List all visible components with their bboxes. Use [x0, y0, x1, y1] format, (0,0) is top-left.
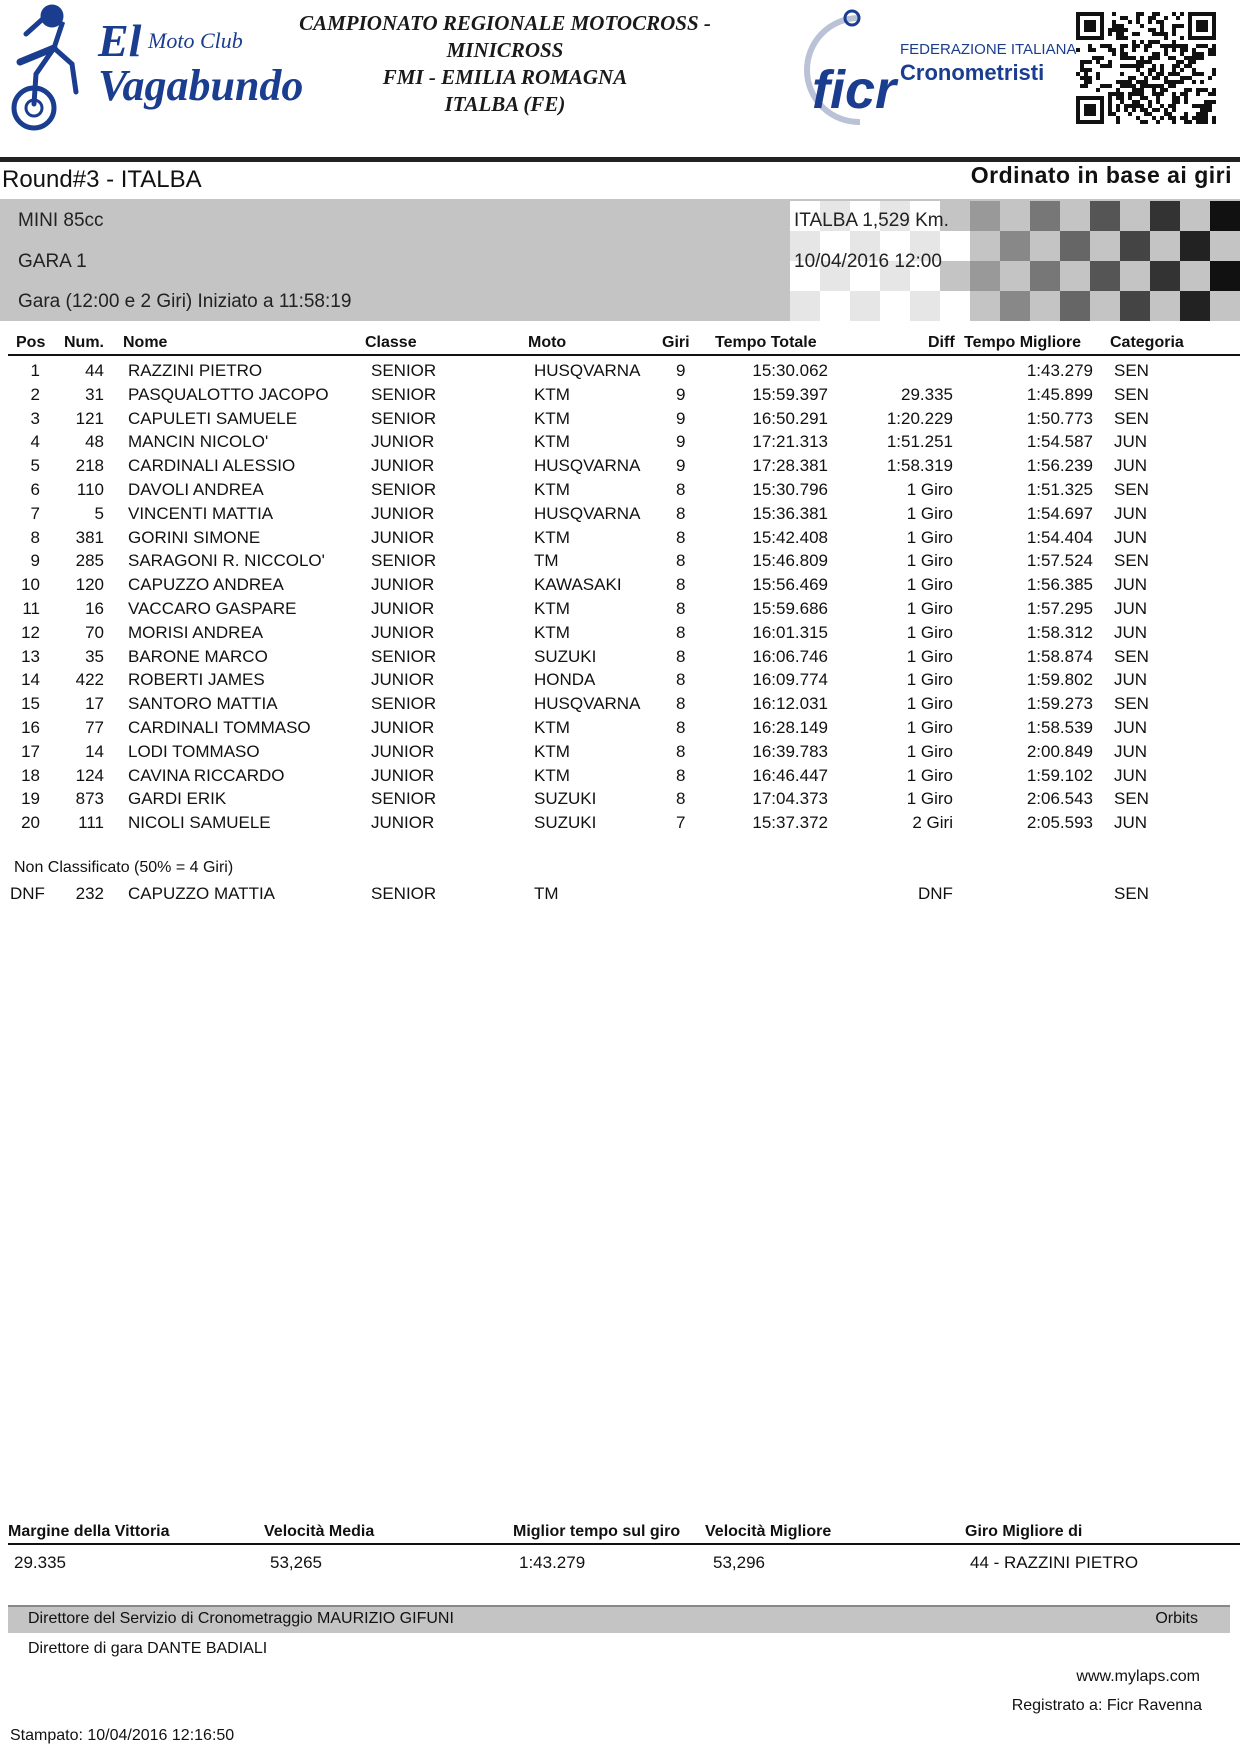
cell-laps: 9 [676, 408, 686, 428]
cell-diff: 1:20.229 [886, 408, 953, 428]
cell-total: 17:21.313 [752, 432, 828, 452]
cell-laps: 8 [676, 598, 686, 618]
cell-total: 15:59.686 [752, 598, 828, 618]
cell-best: 1:45.899 [1026, 384, 1093, 404]
cell-name: CARDINALI ALESSIO [128, 456, 296, 476]
cell-category: SEN [1114, 789, 1149, 809]
summary-header-best-speed: Velocità Migliore [705, 1523, 832, 1540]
cell-laps: 9 [676, 361, 686, 380]
cell-name: VINCENTI MATTIA [128, 503, 274, 523]
cell-best: 1:54.697 [1026, 503, 1093, 523]
cell-best: 1:57.295 [1026, 598, 1093, 618]
cell-laps: 9 [676, 432, 686, 452]
cell-pos: 12 [21, 622, 40, 642]
cell-class: SENIOR [371, 646, 437, 666]
table-row [0, 359, 1240, 383]
cell-pos: 14 [21, 670, 40, 690]
cell-laps: 8 [676, 622, 686, 642]
cell-category: SEN [1114, 694, 1149, 714]
cell-moto: KAWASAKI [534, 575, 622, 595]
cell-moto: HUSQVARNA [534, 361, 641, 380]
cell-category: JUN [1114, 813, 1148, 833]
cell-class: JUNIOR [371, 765, 435, 785]
club-logo-small: Moto Club [148, 28, 243, 53]
table-row [0, 407, 1240, 431]
cell-category: JUN [1114, 575, 1148, 595]
timing-director: Direttore del Servizio di Cronometraggio MAURIZIO GIFUNI [28, 1610, 454, 1627]
cell-best: 1:58.312 [1026, 622, 1093, 642]
table-row [0, 740, 1240, 764]
cell-name: CAPUZZO ANDREA [128, 575, 284, 595]
cell-num: 70 [85, 622, 104, 642]
printed-timestamp: Stampato: 10/04/2016 12:16:50 [10, 1727, 235, 1744]
cell-laps: 8 [676, 575, 686, 595]
table-row [0, 502, 1240, 526]
cell-diff: 1 Giro [906, 622, 953, 642]
cell-best: 1:59.273 [1026, 694, 1093, 714]
cell-laps: 8 [676, 479, 686, 499]
not-classified-label: Non Classificato (50% = 4 Giri) [14, 859, 234, 876]
table-row [0, 764, 1240, 788]
cell-pos: 8 [30, 527, 40, 547]
cell-num: 16 [85, 598, 104, 618]
cell-num: 218 [75, 456, 104, 476]
cell-num: 35 [85, 646, 104, 666]
championship-line: FMI - EMILIA ROMAGNA [382, 65, 628, 89]
cell-diff: 1 Giro [906, 575, 953, 595]
cell-laps: 8 [676, 503, 686, 523]
cell-name: PASQUALOTTO JACOPO [128, 384, 329, 404]
col-header-best: Tempo Migliore [964, 334, 1082, 351]
cell-class: SENIOR [371, 361, 437, 380]
cell-pos: 20 [21, 813, 40, 833]
cell-class: SENIOR [371, 479, 437, 499]
cell-best: 2:05.593 [1026, 813, 1093, 833]
cell-num: 285 [75, 551, 104, 571]
cell-num: 44 [85, 361, 104, 380]
cell-laps: 8 [676, 717, 686, 737]
summary-best-speed: 53,296 [713, 1553, 765, 1572]
cell-best: 1:54.587 [1026, 432, 1093, 452]
cell-diff: 1:51.251 [886, 432, 953, 452]
cell-num: 121 [75, 408, 104, 428]
website: www.mylaps.com [1076, 1668, 1200, 1685]
championship-line: CAMPIONATO REGIONALE MOTOCROSS - [299, 11, 711, 35]
cell-total: 17:28.381 [752, 456, 828, 476]
cell-class: JUNIOR [371, 456, 435, 476]
cell-moto: KTM [534, 479, 570, 499]
cell-num: 232 [75, 884, 104, 903]
cell-name: VACCARO GASPARE [128, 598, 297, 618]
col-header-num: Num. [64, 334, 104, 351]
cell-num: 422 [75, 670, 104, 690]
cell-moto: SUZUKI [534, 789, 597, 809]
results-table [0, 359, 1240, 835]
cell-diff: 1 Giro [906, 503, 953, 523]
cell-pos: 19 [21, 789, 40, 809]
summary-header-avg-speed: Velocità Media [264, 1523, 375, 1540]
cell-diff: 1 Giro [906, 551, 953, 571]
cell-total: 15:56.469 [752, 575, 828, 595]
cell-class: JUNIOR [371, 670, 435, 690]
cell-total: 16:50.291 [752, 408, 828, 428]
cell-best: 1:50.773 [1026, 408, 1093, 428]
cell-category: SEN [1114, 479, 1149, 499]
cell-name: ROBERTI JAMES [128, 670, 265, 690]
cell-total: 16:09.774 [752, 670, 828, 690]
cell-name: CAVINA RICCARDO [128, 765, 285, 785]
cell-laps: 8 [676, 551, 686, 571]
summary-best-lap: 1:43.279 [519, 1553, 586, 1572]
cell-total: 16:06.746 [752, 646, 828, 666]
cell-best: 1:58.539 [1026, 717, 1093, 737]
col-header-laps: Giri [662, 334, 690, 351]
cell-name: CARDINALI TOMMASO [128, 717, 311, 737]
cell-num: 110 [76, 479, 104, 499]
cell-total: 15:46.809 [752, 551, 828, 571]
race-datetime: 10/04/2016 12:00 [794, 251, 942, 272]
cell-total: 16:01.315 [752, 622, 828, 642]
cell-name: MANCIN NICOLO' [128, 432, 269, 452]
cell-diff: 1 Giro [906, 765, 953, 785]
cell-diff: 1 Giro [906, 646, 953, 666]
cell-category: SEN [1114, 361, 1149, 380]
cell-category: SEN [1114, 551, 1149, 571]
summary-header-best-lap: Miglior tempo sul giro [513, 1523, 681, 1540]
cell-moto: KTM [534, 741, 570, 761]
table-row [0, 787, 1240, 811]
table-row [0, 621, 1240, 645]
cell-num: 111 [78, 813, 104, 833]
col-header-total: Tempo Totale [715, 334, 817, 351]
cell-pos: 10 [21, 575, 40, 595]
qr-code-icon [1076, 12, 1216, 124]
cell-num: 17 [85, 694, 104, 714]
table-row [0, 645, 1240, 669]
race-detail: Gara (12:00 e 2 Giri) Iniziato a 11:58:19 [18, 291, 352, 312]
cell-best: 1:51.325 [1026, 479, 1093, 499]
cell-diff: 1 Giro [906, 670, 953, 690]
cell-name: SARAGONI R. NICCOLO' [128, 551, 325, 571]
cell-laps: 8 [676, 741, 686, 761]
cell-category: JUN [1114, 432, 1148, 452]
cell-best: 1:54.404 [1026, 527, 1093, 547]
cell-total: 15:30.796 [752, 479, 828, 499]
cell-diff: 29.335 [901, 384, 953, 404]
cell-num: 31 [85, 384, 104, 404]
cell-name: SANTORO MATTIA [128, 694, 278, 714]
cell-pos: 1 [30, 361, 40, 380]
cell-category: SEN [1114, 384, 1149, 404]
cell-num: 48 [85, 432, 104, 452]
cell-laps: 8 [676, 646, 686, 666]
cell-best: 1:58.874 [1026, 646, 1093, 666]
cell-category: JUN [1114, 598, 1148, 618]
cell-best: 2:00.849 [1026, 741, 1093, 761]
summary-best-lap-by: 44 - RAZZINI PIETRO [970, 1553, 1139, 1572]
software-name: Orbits [1155, 1610, 1198, 1627]
cell-pos: 4 [30, 432, 40, 452]
cell-moto: KTM [534, 432, 570, 452]
cell-best: 1:57.524 [1026, 551, 1093, 571]
cell-diff: 1:58.319 [886, 456, 953, 476]
cell-moto: HONDA [534, 670, 596, 690]
cell-category: JUN [1114, 527, 1148, 547]
cell-num: 14 [85, 741, 104, 761]
cell-name: GARDI ERIK [128, 789, 227, 809]
cell-class: JUNIOR [371, 717, 435, 737]
cell-num: 77 [85, 717, 104, 737]
cell-moto: SUZUKI [534, 813, 597, 833]
cell-diff: 1 Giro [906, 717, 953, 737]
cell-laps: 8 [676, 765, 686, 785]
cell-laps: 8 [676, 694, 686, 714]
cell-moto: SUZUKI [534, 646, 597, 666]
col-header-moto: Moto [528, 334, 567, 351]
table-row [0, 597, 1240, 621]
cell-best: 1:59.802 [1026, 670, 1093, 690]
cell-laps: 8 [676, 789, 686, 809]
cell-moto: KTM [534, 765, 570, 785]
cell-pos: 2 [30, 384, 40, 404]
table-row-dnf [0, 882, 1240, 906]
cell-pos: 5 [30, 456, 40, 476]
cell-class: SENIOR [371, 789, 437, 809]
race-category: MINI 85cc [18, 210, 104, 231]
cell-best: 1:56.239 [1026, 456, 1093, 476]
cell-category: JUN [1114, 622, 1148, 642]
summary-header-margin: Margine della Vittoria [8, 1523, 170, 1540]
cell-diff: 1 Giro [906, 741, 953, 761]
cell-pos: 17 [21, 741, 40, 761]
cell-best: 2:06.543 [1026, 789, 1093, 809]
cell-total: 16:39.783 [752, 741, 828, 761]
club-logo-el: El [98, 15, 142, 66]
cell-class: SENIOR [371, 384, 437, 404]
motocross-rider-icon [14, 7, 76, 128]
cell-name: CAPULETI SAMUELE [128, 408, 298, 428]
cell-moto: KTM [534, 717, 570, 737]
table-row [0, 549, 1240, 573]
table-row [0, 430, 1240, 454]
cell-moto: HUSQVARNA [534, 503, 641, 523]
cell-class: JUNIOR [371, 527, 435, 547]
cell-best: 1:56.385 [1026, 575, 1093, 595]
cell-laps: 9 [676, 456, 686, 476]
cell-name: DAVOLI ANDREA [128, 479, 264, 499]
cell-diff: 1 Giro [906, 789, 953, 809]
cell-total: 16:28.149 [752, 717, 828, 737]
cell-pos: 6 [30, 479, 40, 499]
cell-total: 15:36.381 [752, 503, 828, 523]
ficr-logo [800, 4, 1077, 136]
cell-category: JUN [1114, 503, 1148, 523]
cell-pos: 16 [21, 717, 40, 737]
cell-moto: KTM [534, 384, 570, 404]
col-header-diff: Diff [928, 334, 955, 351]
cell-moto: KTM [534, 527, 570, 547]
round-title: Round#3 - ITALBA [2, 166, 202, 193]
cell-pos: 13 [21, 646, 40, 666]
cell-total: 15:30.062 [752, 361, 828, 380]
cell-moto: KTM [534, 622, 570, 642]
cell-moto: TM [534, 884, 559, 903]
col-header-name: Nome [123, 334, 168, 351]
cell-pos: DNF [10, 884, 45, 903]
cell-moto: HUSQVARNA [534, 694, 641, 714]
cell-category: JUN [1114, 741, 1148, 761]
cell-class: SENIOR [371, 408, 437, 428]
table-row [0, 692, 1240, 716]
cell-name: LODI TOMMASO [128, 741, 260, 761]
cell-laps: 7 [676, 813, 686, 833]
race-director: Direttore di gara DANTE BADIALI [28, 1640, 268, 1657]
cell-category: SEN [1114, 884, 1149, 903]
cell-class: SENIOR [371, 884, 437, 903]
cell-diff: 1 Giro [906, 598, 953, 618]
cell-diff: 2 Giri [912, 813, 953, 833]
cell-total: 16:12.031 [752, 694, 828, 714]
cell-class: SENIOR [371, 694, 437, 714]
ficr-mark: ficr [812, 60, 897, 120]
cell-name: GORINI SIMONE [128, 527, 261, 547]
cell-class: JUNIOR [371, 503, 435, 523]
table-row [0, 454, 1240, 478]
table-row [0, 573, 1240, 597]
race-name: GARA 1 [18, 251, 87, 272]
championship-line: MINICROSS [446, 38, 564, 62]
cell-pos: 3 [30, 408, 40, 428]
cell-class: JUNIOR [371, 813, 435, 833]
cell-best: 1:43.279 [1026, 361, 1093, 380]
cell-diff: DNF [918, 884, 953, 903]
table-row [0, 383, 1240, 407]
cell-name: NICOLI SAMUELE [128, 813, 271, 833]
championship-line: ITALBA (FE) [444, 92, 566, 116]
ficr-line2: Cronometristi [900, 60, 1045, 85]
cell-name: RAZZINI PIETRO [128, 361, 263, 380]
cell-laps: 8 [676, 527, 686, 547]
cell-diff: 1 Giro [906, 479, 953, 499]
table-row [0, 811, 1240, 835]
table-row [0, 526, 1240, 550]
track-info: ITALBA 1,529 Km. [794, 210, 949, 231]
cell-num: 381 [75, 527, 104, 547]
cell-class: JUNIOR [371, 598, 435, 618]
cell-total: 15:59.397 [752, 384, 828, 404]
cell-pos: 9 [30, 551, 40, 571]
ficr-line1: FEDERAZIONE ITALIANA [900, 41, 1077, 58]
cell-class: JUNIOR [371, 432, 435, 452]
cell-diff: 1 Giro [906, 527, 953, 547]
registered-to: Registrato a: Ficr Ravenna [1011, 1697, 1202, 1714]
table-row [0, 716, 1240, 740]
championship-title [270, 10, 740, 118]
cell-name: BARONE MARCO [128, 646, 268, 666]
cell-laps: 9 [676, 384, 686, 404]
summary-rule [8, 1543, 1240, 1545]
cell-category: JUN [1114, 670, 1148, 690]
cell-best: 1:59.102 [1026, 765, 1093, 785]
col-header-pos: Pos [16, 334, 46, 351]
sort-label: Ordinato in base ai giri [970, 162, 1232, 188]
cell-category: JUN [1114, 456, 1148, 476]
cell-moto: TM [534, 551, 559, 571]
cell-total: 15:37.372 [752, 813, 828, 833]
summary-header-best-lap-by: Giro Migliore di [965, 1523, 1083, 1540]
cell-total: 17:04.373 [752, 789, 828, 809]
cell-moto: KTM [534, 598, 570, 618]
cell-pos: 7 [30, 503, 40, 523]
club-logo [6, 4, 304, 136]
cell-num: 873 [75, 789, 104, 809]
cell-num: 120 [75, 575, 104, 595]
cell-pos: 15 [21, 694, 40, 714]
cell-total: 15:42.408 [752, 527, 828, 547]
cell-class: JUNIOR [371, 575, 435, 595]
col-header-category: Categoria [1110, 334, 1184, 351]
cell-category: SEN [1114, 408, 1149, 428]
summary-avg-speed: 53,265 [270, 1553, 322, 1572]
table-row [0, 668, 1240, 692]
cell-category: JUN [1114, 765, 1148, 785]
cell-moto: HUSQVARNA [534, 456, 641, 476]
cell-name: MORISI ANDREA [128, 622, 264, 642]
cell-class: SENIOR [371, 551, 437, 571]
cell-class: JUNIOR [371, 741, 435, 761]
cell-name: CAPUZZO MATTIA [128, 884, 276, 903]
cell-laps: 8 [676, 670, 686, 690]
table-row [0, 478, 1240, 502]
col-header-class: Classe [365, 334, 417, 351]
cell-num: 124 [75, 765, 104, 785]
club-logo-name: Vagabundo [98, 61, 304, 110]
summary-margin: 29.335 [14, 1553, 66, 1572]
cell-total: 16:46.447 [752, 765, 828, 785]
cell-pos: 18 [21, 765, 40, 785]
cell-category: JUN [1114, 717, 1148, 737]
table-header-rule [8, 354, 1240, 356]
cell-moto: KTM [534, 408, 570, 428]
cell-num: 5 [94, 503, 104, 523]
cell-pos: 11 [22, 598, 40, 618]
cell-class: JUNIOR [371, 622, 435, 642]
cell-diff: 1 Giro [906, 694, 953, 714]
cell-category: SEN [1114, 646, 1149, 666]
